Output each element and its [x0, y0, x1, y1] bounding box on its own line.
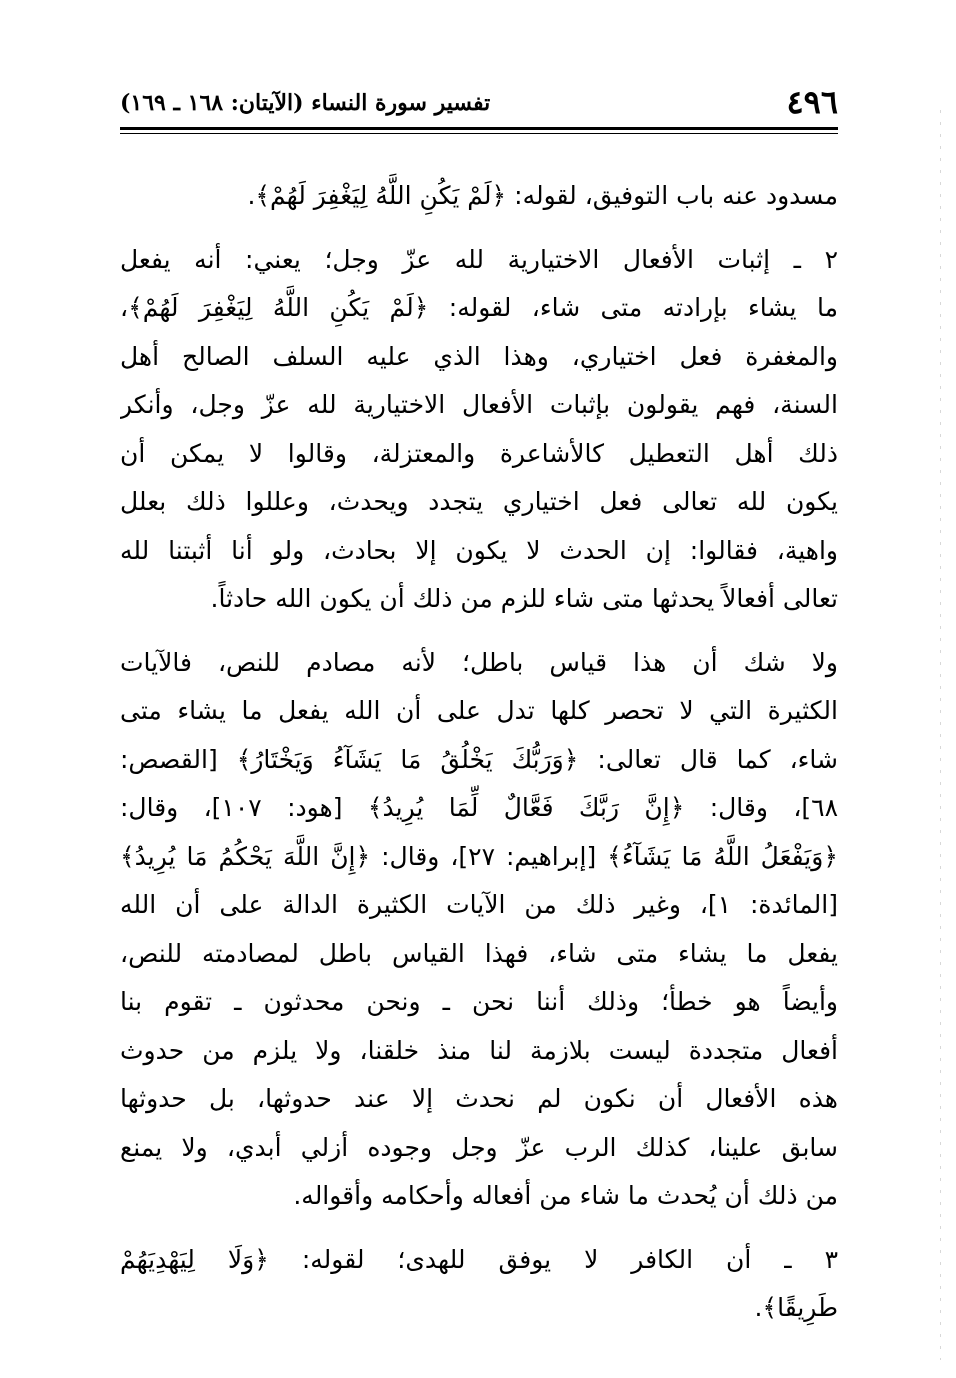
text-line: تعالى أفعالاً يحدثها متى شاء للزم من ذلك أن يكون الله حادثاً. [210, 584, 838, 613]
text-line: ﴿وَيَفْعَلُ اللَّهُ مَا يَشَآءُ﴾ [إبراهيم: ٢٧]، وقال: ﴿إِنَّ اللَّهَ يَحْكُمُ مَا يُرِيدُ﴾ [120, 841, 838, 871]
paragraph-gap [120, 1221, 838, 1236]
text-line: طَرِيقًا﴾. [754, 1293, 838, 1322]
header-rule-thin [120, 133, 838, 134]
text-line: يفعل ما يشاء متى شاء، فهذا القياس باطل لمصادمته للنص، [120, 938, 838, 968]
text-line: شاء، كما قال تعالى: ﴿وَرَبُّكَ يَخْلُقُ مَا يَشَآءُ وَيَخْتَارُ﴾ [القصص: [120, 744, 838, 774]
page-header [120, 82, 838, 122]
paragraph-gap [120, 221, 838, 236]
text-line: [المائدة: ١]، وغير ذلك من الآيات الكثيرة الدالة على أن الله [120, 890, 838, 919]
text-line: من ذلك أن يُحدث ما شاء من أفعاله وأحكامه وأقواله. [293, 1181, 838, 1210]
text-line: ٦٨]، وقال: ﴿إِنَّ رَبَّكَ فَعَّالٌ لِّمَا يُرِيدُ﴾ [هود: ١٠٧]، وقال: [120, 793, 838, 822]
page-number: ٤٩٦ [786, 83, 838, 121]
text-line: ذلك أهل التعطيل كالأشاعرة والمعتزلة، وقالوا لا يمكن أن [120, 438, 838, 468]
text-line: سابق علينا، كذلك الرب عزّ وجل وجوده أزلي أبدي، ولا يمنع [120, 1132, 838, 1162]
text-line: ولا شك أن هذا قياس باطل؛ لأنه مصادم للنص، فالآيات [120, 647, 838, 677]
running-title: تفسير سورة النساء (الآيتان: ١٦٨ ـ ١٦٩) [120, 90, 491, 116]
text-line: والمغفرة فعل اختياري، وهذا الذي عليه السلف الصالح أهل [120, 341, 838, 371]
text-line: هذه الأفعال أن نكون لم نحدث إلا عند حدوثها، بل حدوثها [120, 1084, 838, 1113]
text-line: الكثيرة التي لا تحصر كلها تدل على أن الله يفعل ما يشاء متى [120, 696, 838, 725]
paragraph-3 [120, 639, 838, 1221]
text-line: أفعال متجددة ليست بلازمة لنا منذ خلقنا، ولا يلزم من حدوث [120, 1035, 838, 1065]
text-line: السنة، فهم يقولون بإثبات الأفعال الاختيارية لله عزّ وجل، وأنكر [120, 390, 838, 419]
paragraph-2 [120, 236, 838, 624]
text-line: ٣ ـ أن الكافر لا يوفق للهدى؛ لقوله: ﴿وَلَا لِيَهْدِيَهُمْ [120, 1244, 838, 1274]
text-line: ٢ ـ إثبات الأفعال الاختيارية لله عزّ وجل؛ يعني: أنه يفعل [120, 244, 838, 274]
text-line: يكون لله تعالى فعل اختياري يتجدد ويحدث، وعللوا ذلك بعلل [120, 487, 838, 516]
body-text [120, 172, 838, 1333]
text-line: واهية، فقالوا: إن الحدث لا يكون إلا بحادث، ولو أنا أثبتنا لله [120, 535, 838, 565]
paragraph-1 [120, 172, 838, 221]
text-line: ما يشاء بإرادته متى شاء، لقوله: ﴿لَمْ يَكُنِ اللَّهُ لِيَغْفِرَ لَهُمْ﴾، [120, 293, 838, 322]
text-line: وأيضاً هو خطأ؛ وذلك أننا نحن ـ ونحن محدثون ـ تقوم بنا [120, 987, 838, 1016]
paragraph-gap [120, 624, 838, 639]
scan-edge-mark [940, 110, 941, 1360]
text-line: مسدود عنه باب التوفيق، لقوله: ﴿لَمْ يَكُنِ اللَّهُ لِيَغْفِرَ لَهُمْ﴾. [247, 181, 838, 210]
header-rule-thick [120, 127, 838, 130]
paragraph-4 [120, 1236, 838, 1333]
